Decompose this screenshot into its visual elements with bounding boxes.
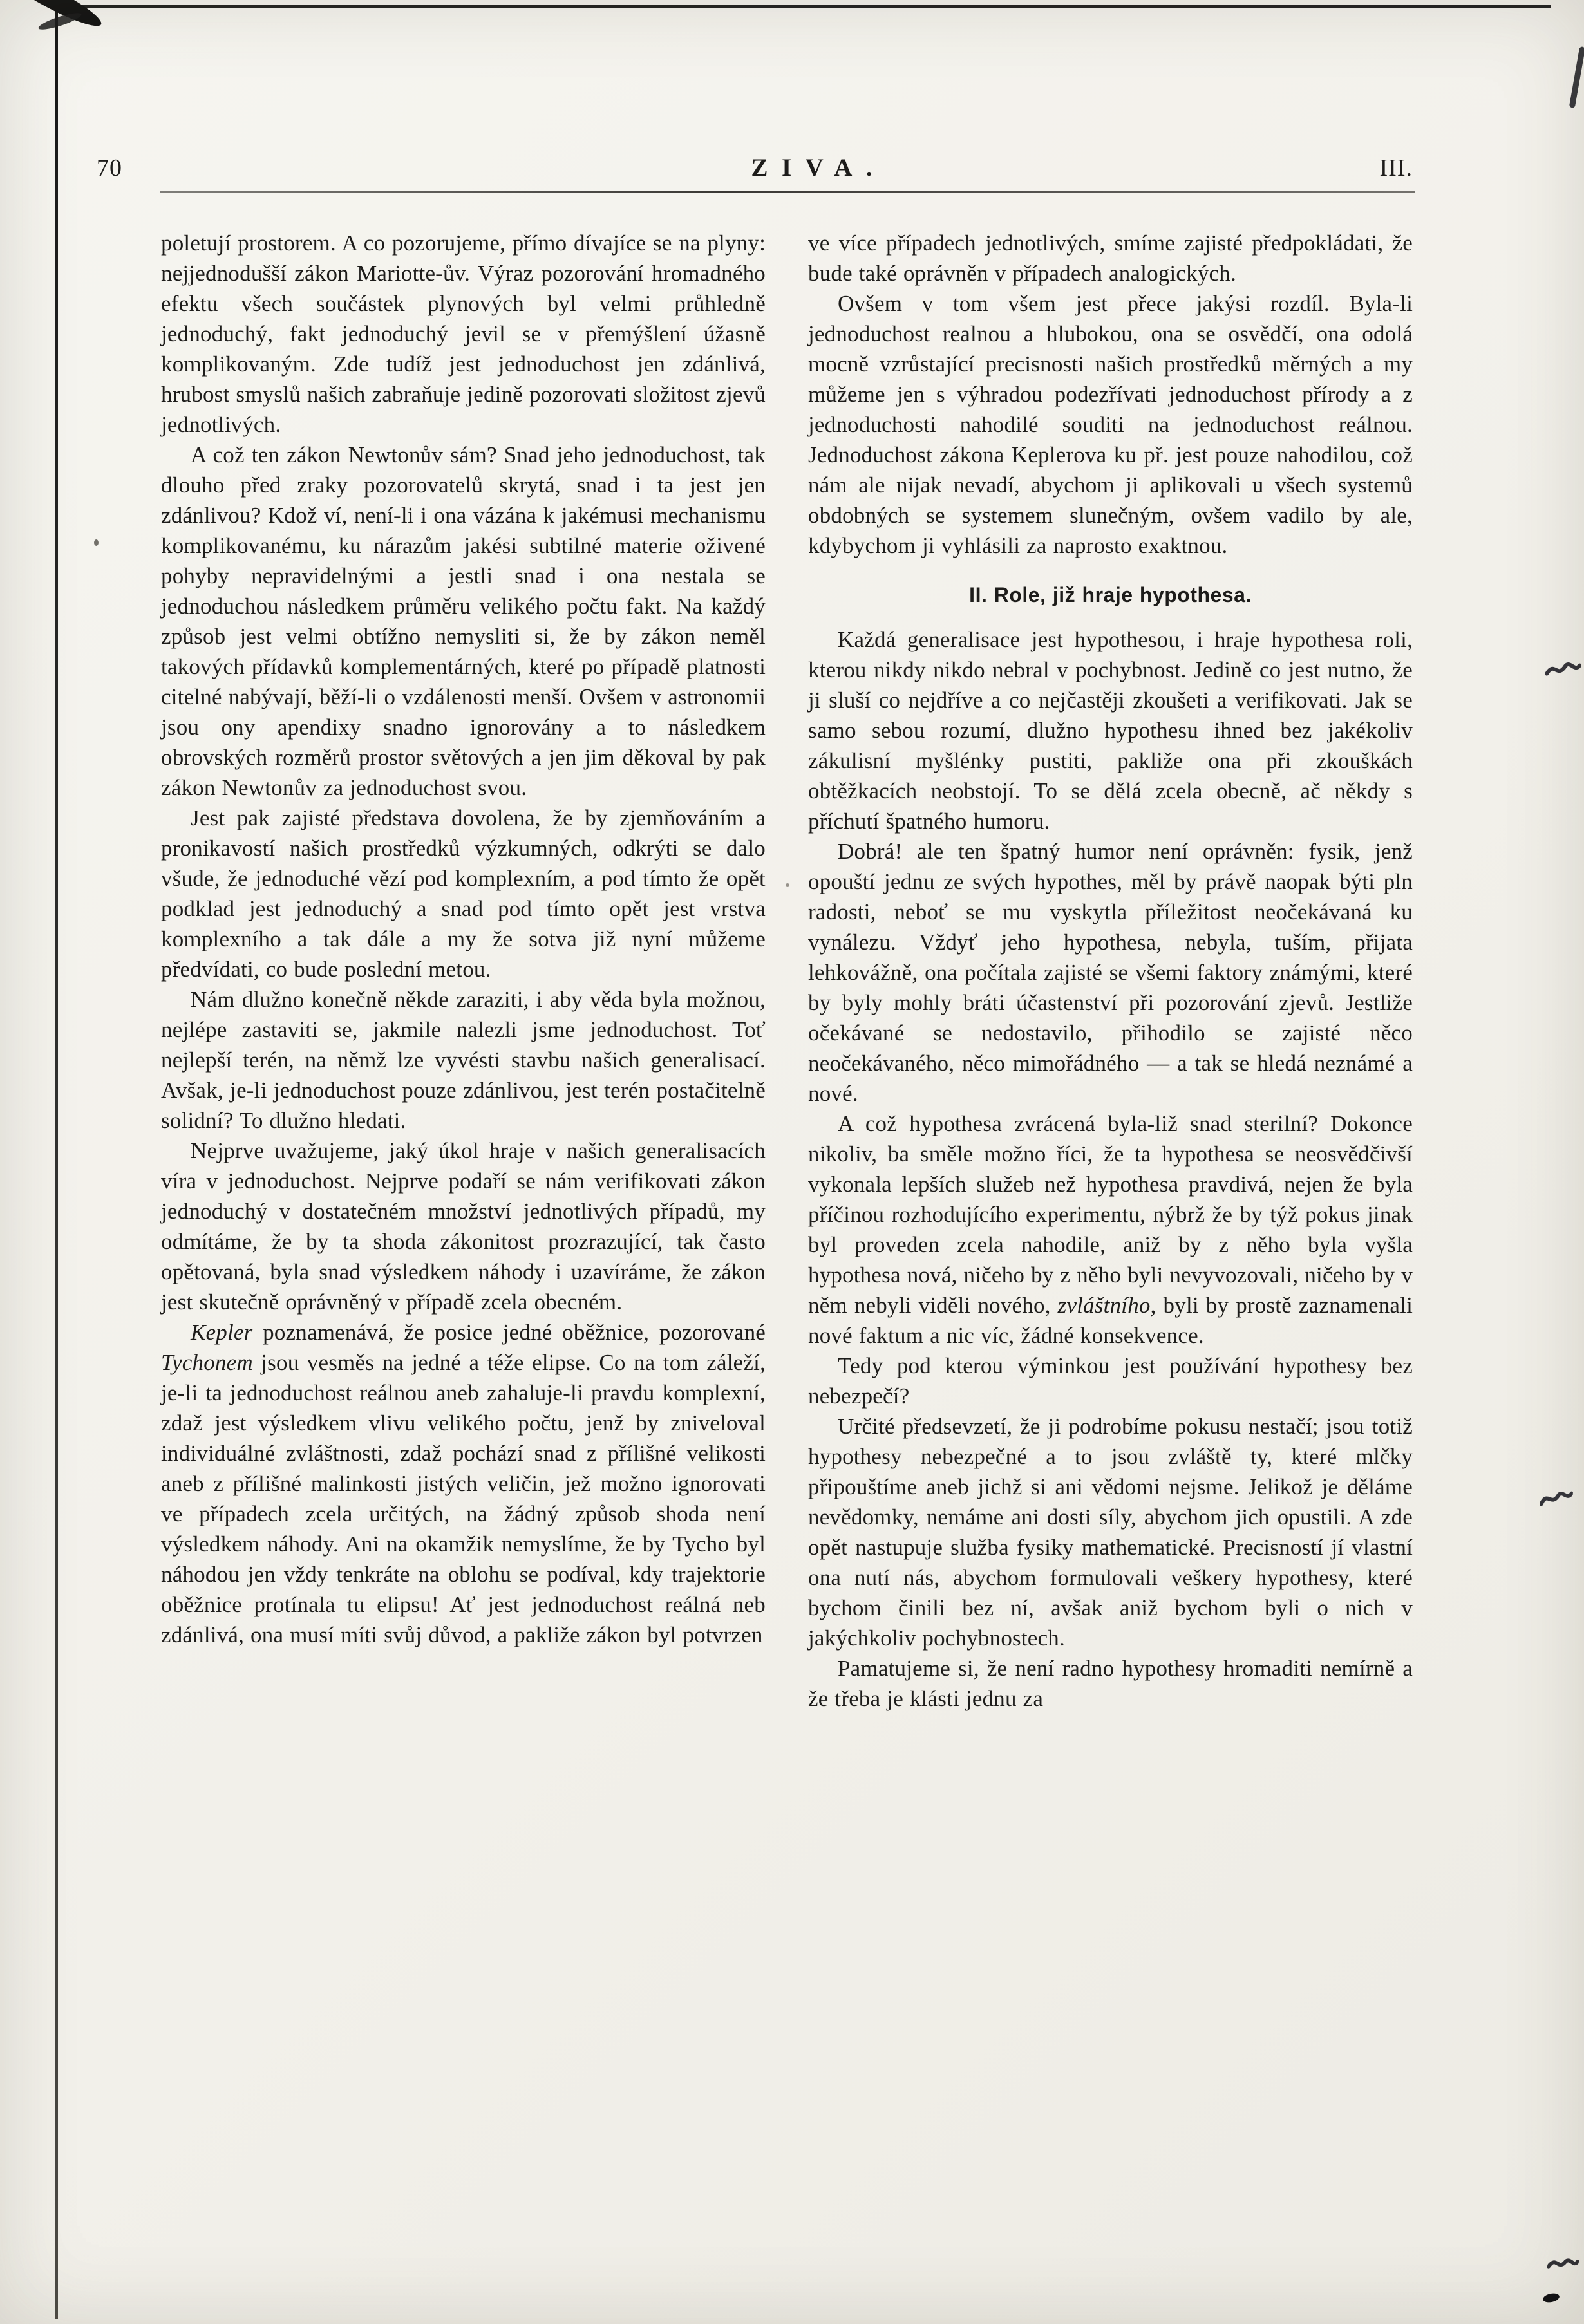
paragraph: Nám dlužno konečně někde zaraziti, i aby věda byla možnou, nejlépe zastaviti se, jakmile nalezli jsme jednoduchost. Toť nejlepší terén, na němž lze vyvésti stavbu našich generalisací. Avšak, je-li jednoduchost pouze zdánlivou, jest terén postačitelně solidní? To dlužno hledati. bbox=[161, 987, 766, 1133]
page-number: 70 bbox=[97, 155, 122, 182]
margin-scribble-icon bbox=[1546, 2251, 1580, 2280]
page-header bbox=[0, 0, 1584, 182]
volume-number: III. bbox=[1379, 155, 1413, 182]
paper-speck bbox=[94, 539, 99, 546]
scan-mark-bottom-right bbox=[1542, 2292, 1560, 2303]
paragraph: Pamatujeme si, že není radno hypothesy hromaditi nemírně a že třeba je klásti jednu za bbox=[808, 1656, 1413, 1711]
paragraph: Tedy pod kterou výminkou jest používání hypothesy bez nebezpečí? bbox=[808, 1353, 1413, 1409]
scan-border-left bbox=[55, 5, 58, 2319]
left-column bbox=[161, 228, 766, 1714]
journal-title: ZIVA. bbox=[751, 154, 887, 182]
margin-scribble-icon bbox=[1540, 1487, 1573, 1512]
paragraph: ve více případech jednotlivých, smíme zajisté předpokládati, že bude také oprávněn v případech analogických. bbox=[808, 230, 1413, 286]
paragraph: Každá generalisace jest hypothesou, i hraje hypothesa roli, kterou nikdy nikdo nebral v pochybnost. Jedině co jest nutno, že ji sluší co nejdříve a co nejčastěji zkoušeti a verifikovati. Jak se samo sebou rozumí, dlužno hypothesu ihned bez jakékoliv zákulisní myšlénky pustiti, pakliže ona při zkouškách obtěžkacích neobstojí. To se dělá zcela obecně, ač někdy s příchutí špatného humoru. bbox=[808, 627, 1413, 834]
paragraph: Dobrá! ale ten špatný humor není oprávněn: fysik, jenž opouští jednu ze svých hypothes, měl by právě naopak býti pln radosti, neboť se mu vyskytla příležitost neočekávaná ku vynálezu. Vždyť jeho hypothesa, nebyla, tuším, přijata lehkovážně, ona počítala zajisté se všemi faktory známými, které by byly mohly bráti účastenství při pozorování zjevů. Jestliže očekávané se nedostavilo, přihodilo se zajisté něco neočekávaného, něco mimořádného — a tak se hledá neznámé a nové. bbox=[808, 839, 1413, 1106]
text-columns bbox=[0, 193, 1584, 1714]
paragraph: Nejprve uvažujeme, jaký úkol hraje v našich generalisacích víra v jednoduchost. Nejprve podaří se nám verifikovati zákon jednoduchý v dostatečném množství jednotlivých případů, my odmítáme, že by ta shoda zákonitost prozrazující, tak často opětovaná, byla snad výsledkem náhody i uzavíráme, že zákon jest skutečně oprávněný v případě zcela obecném. bbox=[161, 1138, 766, 1315]
margin-scribble-icon bbox=[1543, 655, 1581, 686]
paragraph: Ovšem v tom všem jest přece jakýsi rozdíl. Byla-li jednoduchost realnou a hlubokou, ona se osvědčí, ona odolá mocně vzrůstající precisnosti našich prostředků měrných a my můžeme jen s výhradou podezřívati jednoduchost přírody a z jednoduchosti nahodilé souditi na jednoduchost reálnou. Jednoduchost zákona Keplerova ku př. jest pouze nahodilou, což nám ale nijak nevadí, abychom ji aplikovali u všech systemů obdobných se systemem slunečným, ovšem vadilo by ale, kdybychom ji vyhlásili za naprosto exaktnou. bbox=[808, 291, 1413, 558]
paragraph: A což ten zákon Newtonův sám? Snad jeho jednoduchost, tak dlouho před zraky pozorovatelů skrytá, snad i ta jest jen zdánlivou? Kdož ví, není-li i ona vázána k jakémusi mechanismu komplikovanému, ku nárazům jakési subtilné materie oživené pohyby nepravidelnými a jestli snad i ona nestala se jednoduchou následkem průměru velikého počtu fakt. Na každý způsob jest velmi obtížno nemysliti si, že by zákon neměl takových přídavků komplementárných, které po případě platnosti citelné nabývají, běží-li o vzdálenosti menší. Ovšem v astronomii jsou ony apendixy snadno ignorovány a to následkem obrovských rozměrů prostor světových a jen jim děkoval by pak zákon Newtonův za jednoduchost svou. bbox=[161, 442, 766, 800]
paragraph: Určité předsevzetí, že ji podrobíme pokusu nestačí; jsou totiž hypothesy nebezpečné a to jsou zvláště ty, které mlčky připouštíme aneb jichž si ani vědomi nejsme. Jelikož je děláme nevědomky, nemáme ani dosti síly, abychom jich opustili. A zde opět nastupuje služba fysiky mathematické. Precisností jí vlastní ona nutí nás, abychom formulovali veškery hypothesy, které bychom činili bez ní, avšak aniž bychom byli o nich v jakýchkoliv pochybnostech. bbox=[808, 1414, 1413, 1651]
paragraph: A což hypothesa zvrácená byla-liž snad sterilní? Dokonce nikoliv, ba směle možno říci, že ta hypothesa se neosvědčivší vykonala lepších služeb než hypothesa pravdivá, nejen že byla příčinou rozhodujícího experimentu, nýbrž že by týž pokus jinak byl proveden zcela nahodile, aniž by z něho byla vyšla hypothesa nová, ničeho by z něho byli nevyvozovali, ničeho by v něm nebyli viděli nového, zvláštního, byli by prostě zaznamenali nové faktum a nic víc, žádné konsekvence. bbox=[808, 1111, 1413, 1348]
paragraph: Jest pak zajisté představa dovolena, že by zjemňováním a pronikavostí našich prostředků výzkumných, odkrýti se dalo všude, že jednoduché vězí pod komplexním, a pod tímto že opět podklad jest jednoduchý a snad pod tímto opět jest vrstva komplexního a tak dále a my že sotva již nyní můžeme předvídati, co bude poslední metou. bbox=[161, 805, 766, 982]
right-column bbox=[808, 228, 1413, 1714]
section-heading: II. Role, již hraje hypothesa. bbox=[969, 583, 1252, 606]
paragraph: poletují prostorem. A co pozorujeme, přímo dívajíce se na plyny: nejjednodušší zákon Mariotte-ův. Výraz pozorování hromadného efektu všech součástek plynových byl velmi průhledně jednoduchý, fakt jednoduchý jevil se v přemýšlení úžasně komplikovaným. Zde tudíž jest jednoduchost jen zdánlivá, hrubost smyslů našich zabraňuje jedině pozorovati složitost zjevů jednotlivých. bbox=[161, 230, 766, 437]
paper-speck bbox=[786, 883, 789, 887]
paragraph: Kepler poznamenává, že posice jedné oběžnice, pozorované Tychonem jsou vesměs na jedné a téže elipse. Co na tom záleží, je-li ta jednoduchost reálnou aneb zahaluje-li pravdu komplexní, zdaž jest výsledkem vlivu velikého počtu, jenž by zniveloval individuálné zvláštnosti, zdaž pochází snad z přílišné velikosti aneb z přílišné malinkosti jistých veličin, jež možno ignorovati ve případech zcela určitých, na žádný způsob shoda není výsledkem náhody. Ani na okamžik nemyslíme, že by Tycho byl náhodou jen vždy tenkráte na oblohu se podíval, kdy trajektorie oběžnice protínala tu elipsu! Ať jest jednoduchost reálná neb zdánlivá, ona musí míti svůj důvod, a pakliže zákon byl potvrzen bbox=[161, 1320, 766, 1647]
